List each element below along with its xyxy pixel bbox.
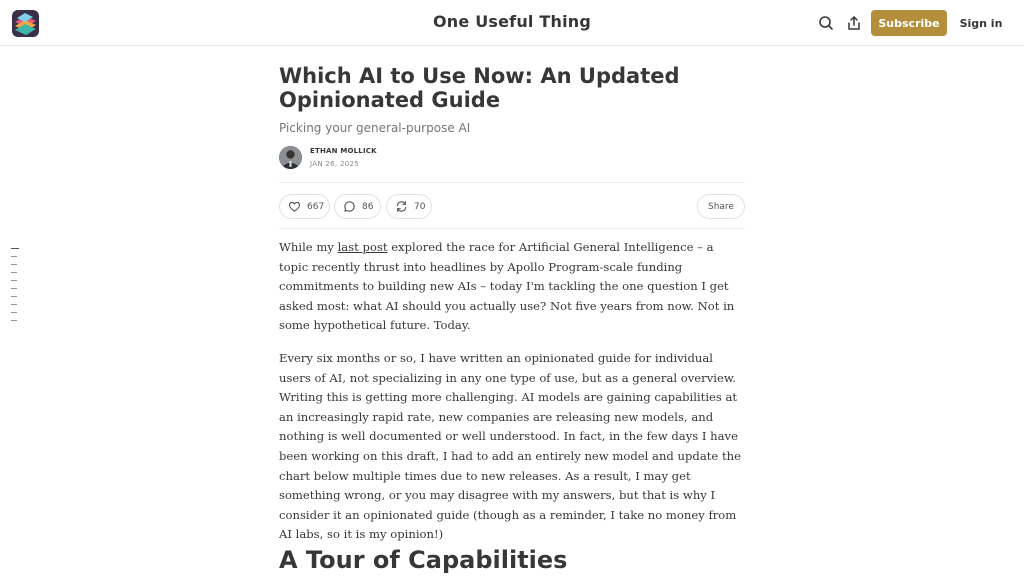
subscribe-button[interactable]: Subscribe: [871, 10, 947, 36]
paragraph-text: While my: [279, 240, 338, 254]
toc-marker[interactable]: [11, 288, 17, 289]
toc-marker[interactable]: [11, 296, 17, 297]
toc-marker[interactable]: [11, 312, 17, 313]
share-button[interactable]: Share: [697, 194, 745, 219]
restack-button[interactable]: [386, 194, 432, 219]
share-icon[interactable]: [845, 14, 863, 32]
section-heading: A Tour of Capabilities: [279, 546, 568, 574]
toc-marker[interactable]: [11, 272, 17, 273]
table-of-contents-rail[interactable]: [11, 248, 19, 328]
toc-marker[interactable]: [11, 304, 17, 305]
paragraph: [279, 238, 745, 336]
like-count: 667: [307, 201, 325, 212]
post-date: JAN 26, 2025: [310, 160, 359, 168]
paragraph: Every six months or so, I have written an opinionated guide for individual users of AI, not specializing in any one type of use, but as a general overview. Writing this is getting more challenging. AI models are gaining capabilities at an increasingly rapid rate, new companies are releasing new models, and nothing is well documented or well understood. In fact, in the few days I have been working on this draft, I had to add an entirely new model and update the chart below multiple times due to new releases. As a result, I may get something wrong, or you may disagree with my answers, but that is why I consider it an opinionated guide (though as a reminder, I take no money from AI labs, so it is my opinion!): [279, 350, 741, 542]
site-title[interactable]: One Useful Thing: [432, 12, 592, 31]
comment-count: 86: [362, 201, 374, 212]
sign-in-button[interactable]: Sign in: [959, 16, 1003, 30]
search-icon[interactable]: [817, 14, 835, 32]
restack-count: 70: [414, 201, 426, 212]
post-subtitle: Picking your general-purpose AI: [279, 121, 471, 135]
top-navigation-bar: [0, 0, 1024, 46]
comment-button[interactable]: [334, 194, 381, 219]
heart-icon: [288, 200, 301, 213]
toc-marker[interactable]: [11, 280, 17, 281]
toc-marker[interactable]: [11, 256, 17, 257]
toc-marker[interactable]: [11, 264, 17, 265]
byline: [279, 146, 745, 170]
post-action-bar: [279, 182, 745, 229]
like-button[interactable]: [279, 194, 330, 219]
toc-marker[interactable]: [11, 248, 19, 249]
article-header: [279, 64, 745, 170]
toc-marker[interactable]: [11, 320, 17, 321]
last-post-link[interactable]: last post: [337, 240, 388, 254]
article-body: [279, 238, 745, 558]
author-avatar[interactable]: [279, 146, 302, 169]
comment-icon: [343, 200, 356, 213]
post-title: Which AI to Use Now: An Updated Opinionated Guide: [279, 64, 680, 112]
author-name[interactable]: ETHAN MOLLICK: [310, 147, 377, 155]
restack-icon: [395, 200, 408, 213]
paragraph-text: explored the race for Artificial General Intelligence – a topic recently thrust into headlines by Apollo Program-scale funding commitments to building new AIs – today I'm tackling the one question I get asked most: what AI should you actually use? Not five years from now. Not in some hypothetical future. Today.: [279, 240, 735, 333]
